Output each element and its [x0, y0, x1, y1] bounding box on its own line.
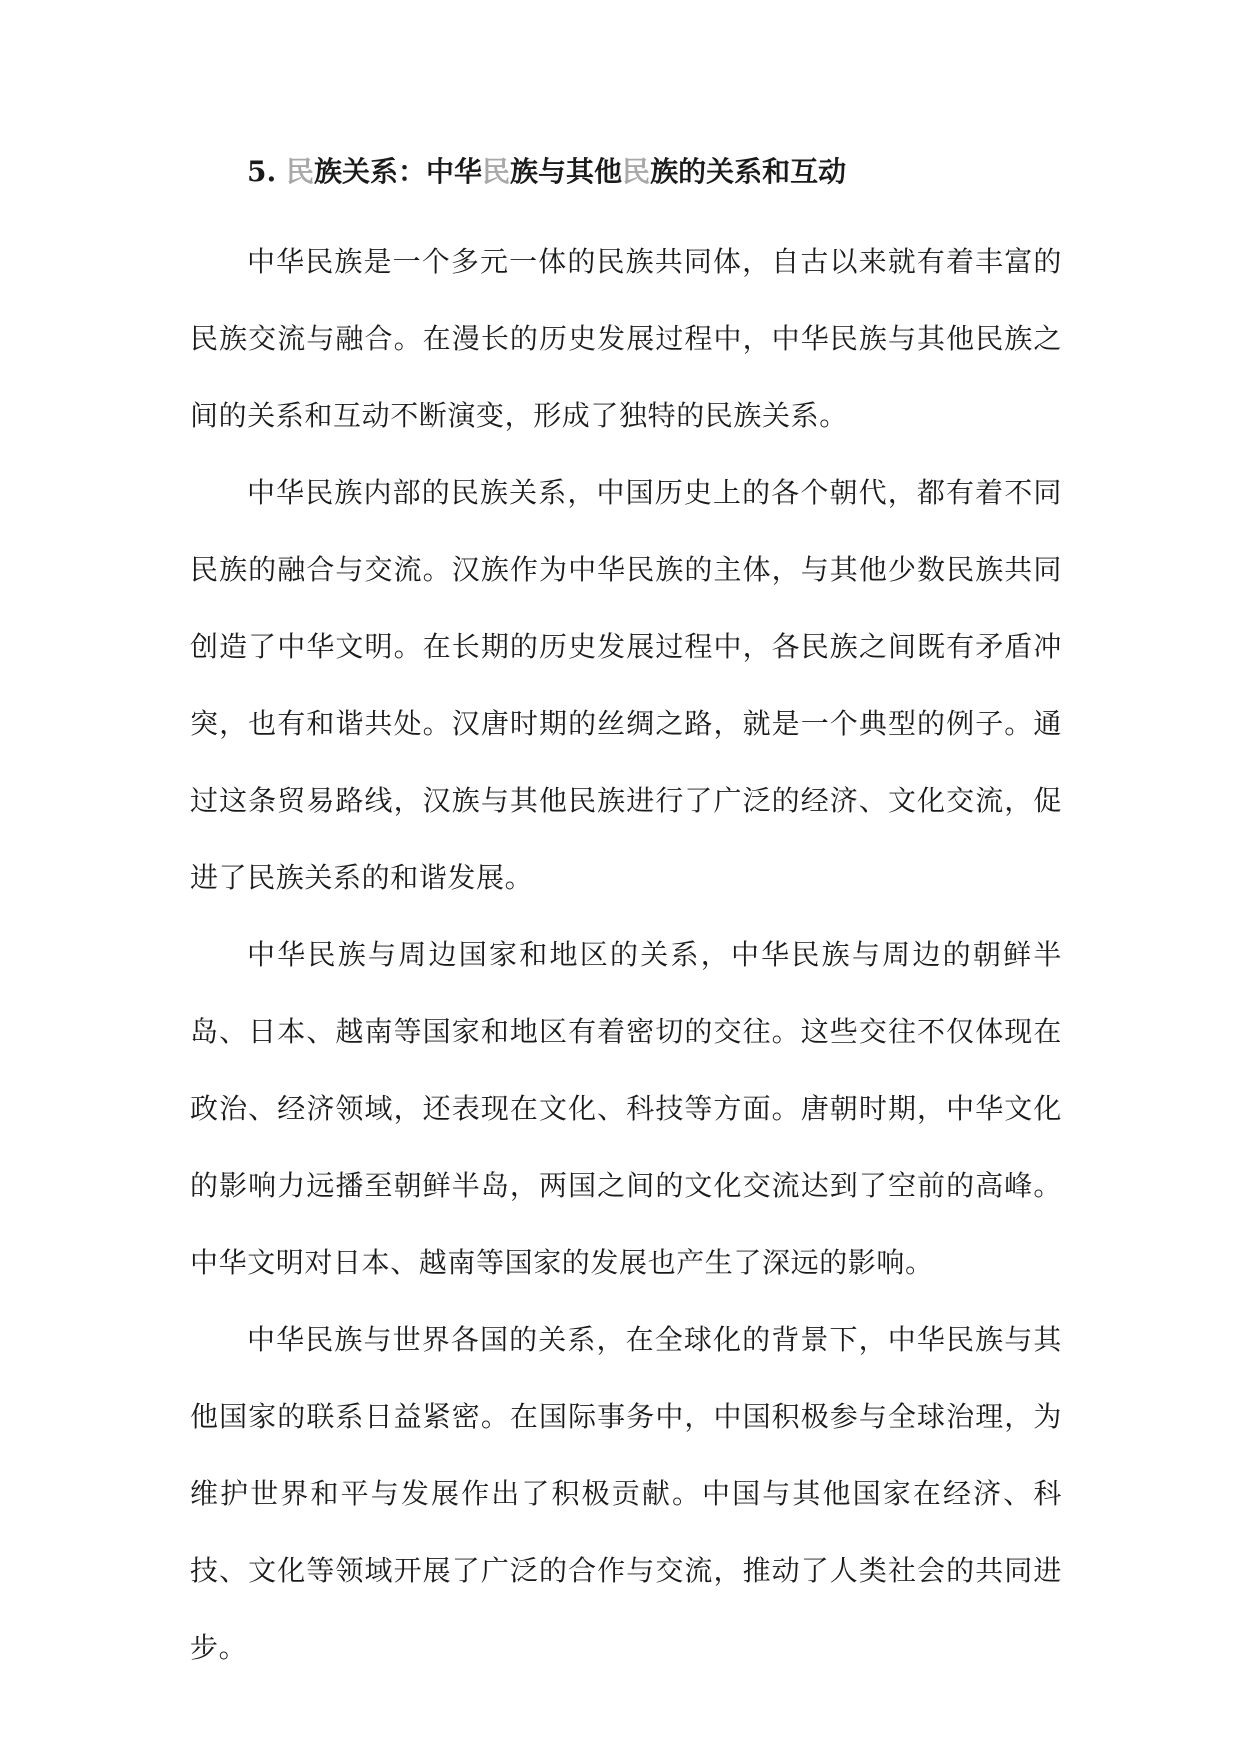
- section-heading: [247, 150, 846, 194]
- document-body: [190, 223, 1062, 1686]
- paragraph-world-relations: 中华民族与世界各国的关系，在全球化的背景下，中华民族与其他国家的联系日益紧密。在国际事务中，中国积极参与全球治理，为维护世界和平与发展作出了积极贡献。中国与其他国家在经济、科技、文化等领域开展了广泛的合作与交流，推动了人类社会的共同进步。: [190, 1323, 1062, 1664]
- heading-highlight-glyph: 民: [482, 155, 511, 188]
- paragraph-intro: 中华民族是一个多元一体的民族共同体，自古以来就有着丰富的民族交流与融合。在漫长的历史发展过程中，中华民族与其他民族之间的关系和互动不断演变，形成了独特的民族关系。: [190, 245, 1062, 432]
- heading-highlight-glyph: 民: [622, 155, 651, 188]
- heading-text-segment: 族与其他: [510, 155, 623, 188]
- section-number: 5.: [247, 155, 277, 188]
- heading-text-segment: 族的关系和互动: [650, 155, 847, 188]
- paragraph-neighbor-relations: 中华民族与周边国家和地区的关系，中华民族与周边的朝鲜半岛、日本、越南等国家和地区有着密切的交往。这些交往不仅体现在政治、经济领域，还表现在文化、科技等方面。唐朝时期，中华文化的影响力远播至朝鲜半岛，两国之间的文化交流达到了空前的高峰。中华文明对日本、越南等国家的发展也产生了深远的影响。: [190, 938, 1062, 1279]
- heading-text-segment: 族关系：中华: [314, 155, 483, 188]
- heading-highlight-glyph: 民: [285, 155, 314, 188]
- paragraph-internal-relations: 中华民族内部的民族关系，中国历史上的各个朝代，都有着不同民族的融合与交流。汉族作为中华民族的主体，与其他少数民族共同创造了中华文明。在长期的历史发展过程中，各民族之间既有矛盾冲突，也有和谐共处。汉唐时期的丝绸之路，就是一个典型的例子。通过这条贸易路线，汉族与其他民族进行了广泛的经济、文化交流，促进了民族关系的和谐发展。: [190, 476, 1062, 894]
